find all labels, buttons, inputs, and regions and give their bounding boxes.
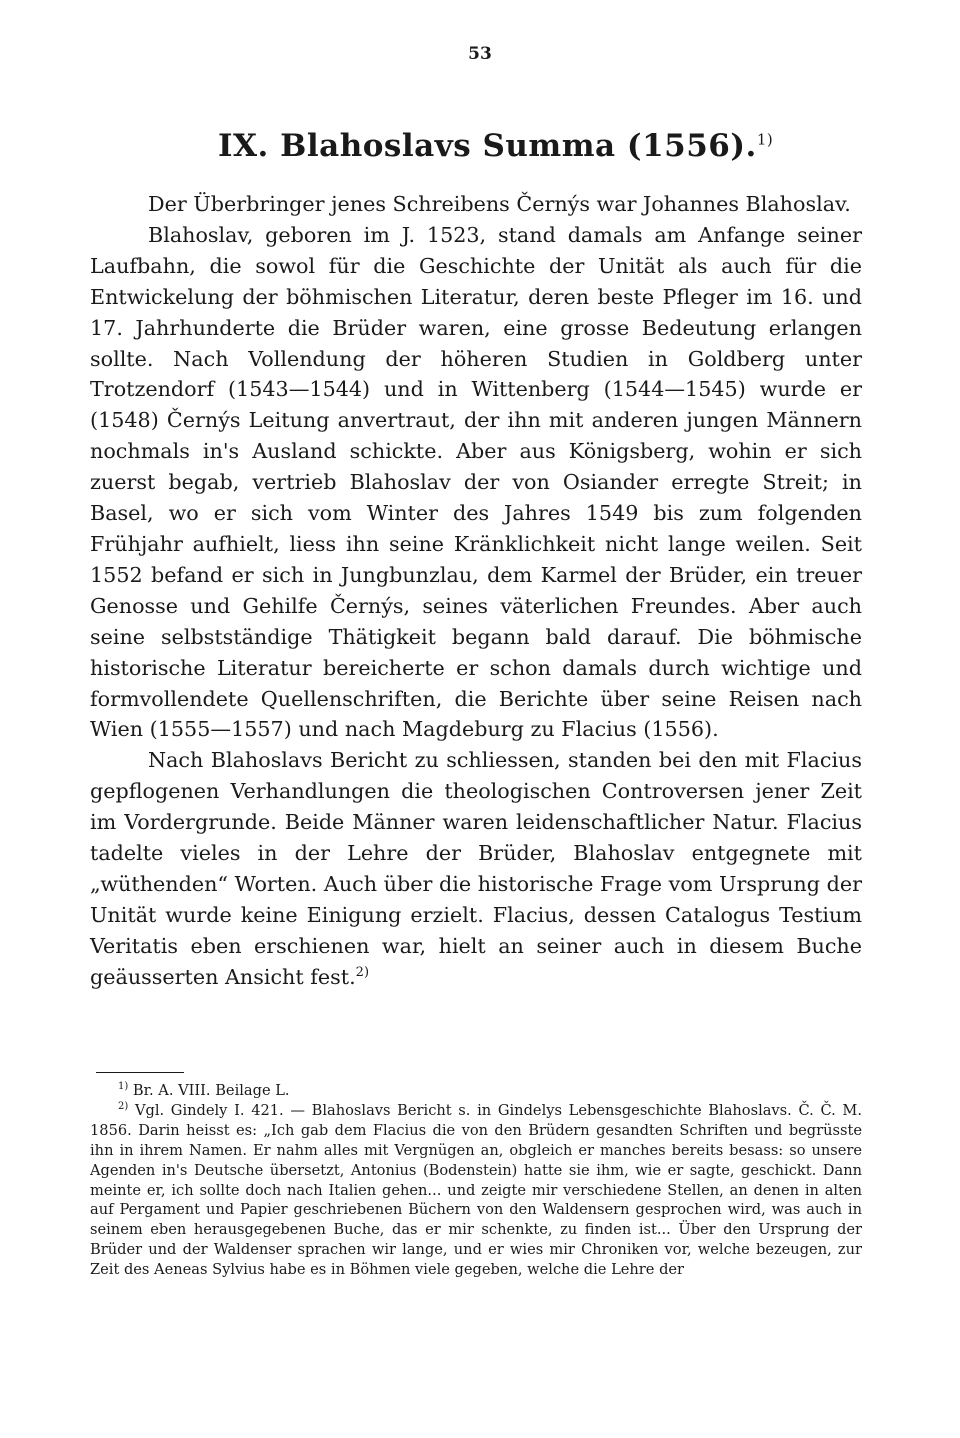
footnotes (90, 1081, 862, 1280)
footnote-2-text: Vgl. Gindely I. 421. — Blahoslavs Bericht s. in Gindelys Lebensgeschichte Blahoslavs. Č. Č. M. 1856. Darin heisst es: „Ich gab dem Flacius die von den Brüdern gesandten Schriften und begrüsste ihn in ihrem Namen. Er nahm alles mit Vergnügen an, obgleich er manches bereits besass: so unsere Agenden in's Deutsche übersetzt, Antonius (Bodenstein) hatte sie ihm, wie er sagte, geschickt. Dann meinte er, ich sollte doch nach Italien gehen... und zeigte mir verschiedene Stellen, an denen in alten auf Pergament und Papier geschriebenen Büchern von den Waldensern gesprochen wird, was auch in seinem eben herausgegebenen Buche, das er mir schenkte, zu finden ist... Über den Ursprung der Brüder und der Waldenser sprachen wir lange, und er wies mir Chroniken vor, welche bezeugen, zur Zeit des Aeneas Sylvius habe es in Böhmen viele gegeben, welche die Lehre der (90, 1101, 862, 1279)
page-number: 53 (468, 44, 492, 64)
chapter-heading (218, 128, 773, 164)
paragraph-footnote-mark: 2) (355, 964, 370, 980)
footnote-1-mark: 1) (118, 1081, 129, 1093)
footnote-divider (96, 1072, 184, 1073)
body-text (90, 189, 862, 993)
footnote-2-mark: 2) (118, 1101, 129, 1113)
paragraph-2: Blahoslav, geboren im J. 1523, stand damals am Anfange seiner Laufbahn, die sowol für die Geschichte der Unität als auch für die Entwickelung der böhmischen Literatur, deren beste Pfleger im 16. und 17. Jahrhunderte die Brüder waren, eine grosse Bedeutung erlangen sollte. Nach Vollendung der höheren Studien in Goldberg unter Trotzendorf (1543—1544) und in Wittenberg (1544—1545) wurde er (1548) Černýs Leitung anvertraut, der ihn mit anderen jungen Männern nochmals in's Ausland schickte. Aber aus Königsberg, wohin er sich zuerst begab, vertrieb Blahoslav der von Osiander erregte Streit; in Basel, wo er sich vom Winter des Jahres 1549 bis zum folgenden Frühjahr aufhielt, liess ihn seine Kränklichkeit nicht lange weilen. Seit 1552 befand er sich in Jungbunzlau, dem Karmel der Brüder, ein treuer Genosse und Gehilfe Černýs, seines väterlichen Freundes. Aber auch seine selbstständige Thätigkeit begann bald darauf. Die böhmische historische Literatur bereicherte er schon damals durch wichtige und formvollendete Quellenschriften, die Berichte über seine Reisen nach Wien (1555—1557) und nach Magdeburg zu Flacius (1556). (90, 222, 862, 742)
chapter-heading-text: IX. Blahoslavs Summa (1556). (218, 128, 757, 164)
heading-footnote-mark: 1) (756, 130, 774, 149)
paragraph-1: Der Überbringer jenes Schreibens Černýs war Johannes Blahoslav. (148, 192, 851, 216)
footnote-2 (90, 1101, 862, 1280)
footnote-1-text: Br. A. VIII. Beilage L. (128, 1082, 290, 1099)
paragraph-3 (90, 745, 862, 992)
footnote-1 (90, 1081, 862, 1101)
paragraph-3-text: Nach Blahoslavs Bericht zu schliessen, standen bei den mit Flacius gepflogenen Verhandlungen die theologischen Controversen jener Zeit im Vordergrunde. Beide Männer waren leidenschaftlicher Natur. Flacius tadelte vieles in der Lehre der Brüder, Blahoslav entgegnete mit „wüthenden“ Worten. Auch über die historische Frage vom Ursprung der Unität wurde keine Einigung erzielt. Flacius, dessen Catalogus Testium Veritatis eben erschienen war, hielt an seiner auch in diesem Buche geäusserten Ansicht fest. (90, 748, 862, 989)
